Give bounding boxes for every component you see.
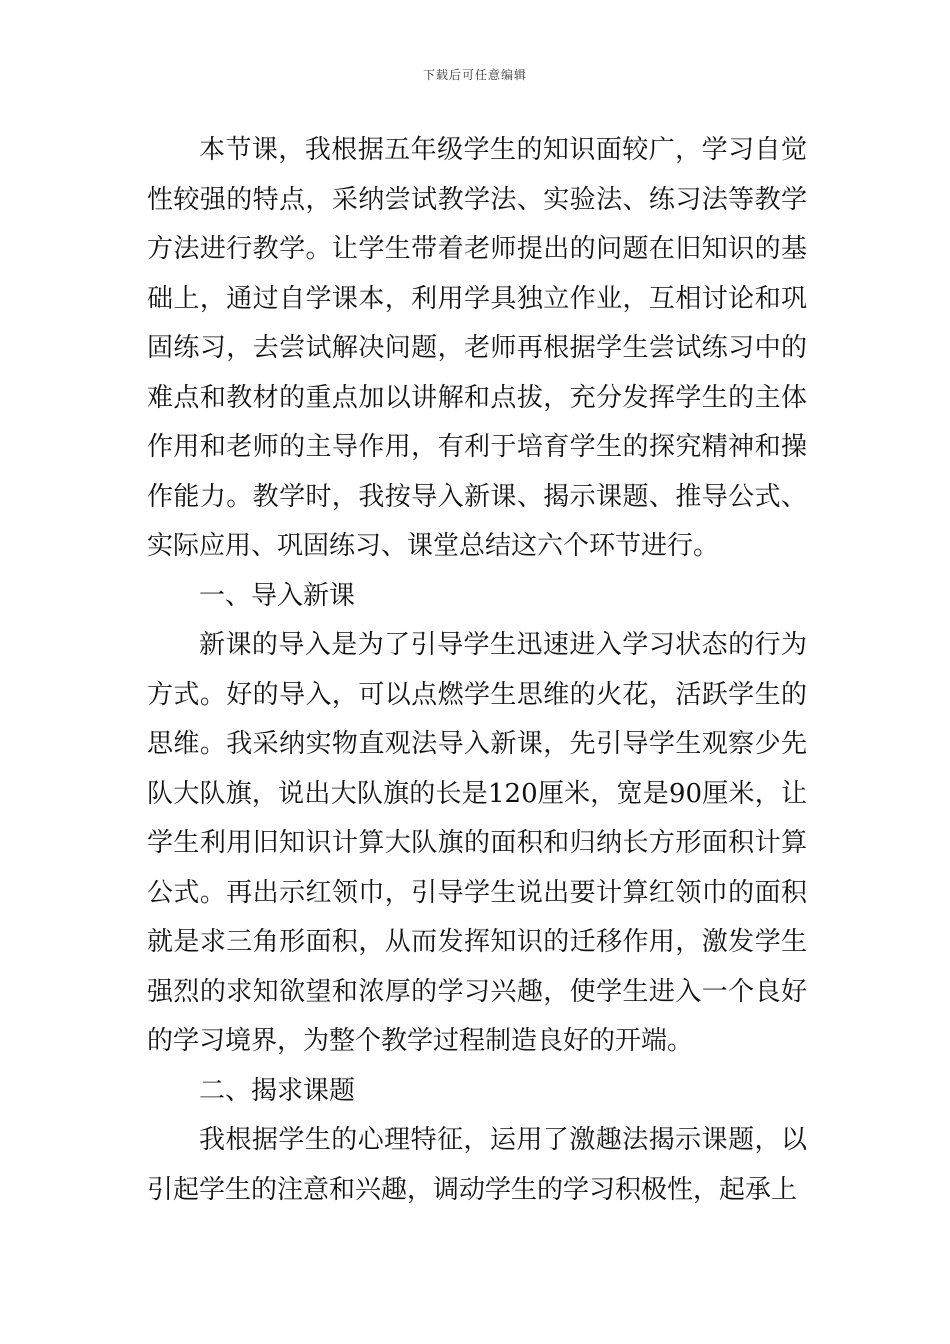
document-body xyxy=(147,126,807,1215)
paragraph-reveal-topic: 我根据学生的心理特征，运用了激趣法揭示课题，以引起学生的注意和兴趣，调动学生的学习积极性，起承上 xyxy=(147,1125,807,1205)
page-header-note: 下载后可任意编辑 xyxy=(422,68,527,82)
paragraph-introduce-new-lesson: 新课的导入是为了引导学生迅速进入学习状态的行为方式。好的导入，可以点燃学生思维的火花，活跃学生的思维。我采纳实物直观法导入新课，先引导学生观察少先队大队旗，说出大队旗的长是120厘米，宽是90厘米，让学生利用旧知识计算大队旗的面积和归纳长方形面积计算公式。再出示红领巾，引导学生说出要计算红领巾的面积就是求三角形面积，从而发挥知识的迁移作用，激发学生强烈的求知欲望和浓厚的学习兴趣，使学生进入一个良好的学习境界，为整个教学过程制造良好的开端。 xyxy=(147,630,807,1056)
section-heading-1: 一、导入新课 xyxy=(199,580,356,611)
section-heading-2: 二、揭求课题 xyxy=(199,1075,356,1106)
paragraph-intro: 本节课，我根据五年级学生的知识面较广，学习自觉性较强的特点，采纳尝试教学法、实验法、练习法等教学方法进行教学。让学生带着老师提出的问题在旧知识的基础上，通过自学课本，利用学具独立作业，互相讨论和巩固练习，去尝试解决问题，老师再根据学生尝试练习中的难点和教材的重点加以讲解和点拔，充分发挥学生的主体作用和老师的主导作用，有利于培育学生的探究精神和操作能力。教学时，我按导入新课、揭示课题、推导公式、实际应用、巩固练习、课堂总结这六个环节进行。 xyxy=(147,135,807,561)
